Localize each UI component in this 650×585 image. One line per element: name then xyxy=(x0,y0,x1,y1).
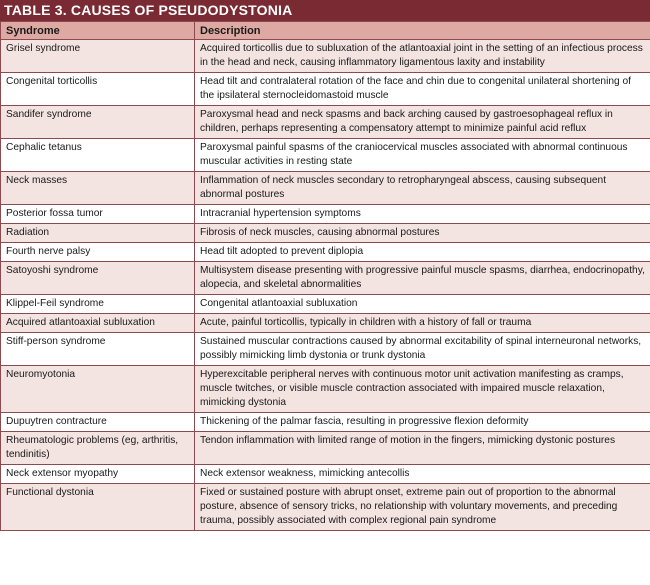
table-title: TABLE 3. CAUSES OF PSEUDODYSTONIA xyxy=(0,0,650,21)
description-cell: Acute, painful torticollis, typically in children with a history of fall or trauma xyxy=(195,314,650,333)
table-row xyxy=(1,333,650,366)
syndrome-cell: Neck extensor myopathy xyxy=(1,465,195,484)
syndrome-cell: Radiation xyxy=(1,224,195,243)
syndrome-cell: Acquired atlantoaxial subluxation xyxy=(1,314,195,333)
table-row xyxy=(1,262,650,295)
syndrome-cell: Grisel syndrome xyxy=(1,40,195,73)
table-row xyxy=(1,484,650,531)
syndrome-cell: Rheumatologic problems (eg, arthritis, tendinitis) xyxy=(1,432,195,465)
table-row xyxy=(1,295,650,314)
table-row xyxy=(1,40,650,73)
table-row xyxy=(1,413,650,432)
description-cell: Hyperexcitable peripheral nerves with continuous motor unit activation manifesting as cramps, muscle twitches, or visible muscle contraction associated with impaired muscle relaxation, mimicking dystonia xyxy=(195,366,650,413)
description-cell: Fixed or sustained posture with abrupt onset, extreme pain out of proportion to the abnormal posture, absence of sensory tricks, no relationship with voluntary movements, and preceding trauma, possibly associated with complex regional pain syndrome xyxy=(195,484,650,531)
table-row xyxy=(1,366,650,413)
description-cell: Head tilt adopted to prevent diplopia xyxy=(195,243,650,262)
syndrome-cell: Neck masses xyxy=(1,172,195,205)
table-row xyxy=(1,205,650,224)
syndrome-cell: Dupuytren contracture xyxy=(1,413,195,432)
syndrome-cell: Posterior fossa tumor xyxy=(1,205,195,224)
description-cell: Sustained muscular contractions caused by abnormal excitability of spinal interneuronal networks, possibly mimicking limb dystonia or trunk dystonia xyxy=(195,333,650,366)
table-row xyxy=(1,243,650,262)
description-cell: Thickening of the palmar fascia, resulting in progressive flexion deformity xyxy=(195,413,650,432)
description-cell: Multisystem disease presenting with progressive painful muscle spasms, diarrhea, endocrinopathy, alopecia, and skeletal abnormalities xyxy=(195,262,650,295)
syndrome-cell: Neuromyotonia xyxy=(1,366,195,413)
header-row xyxy=(1,22,650,40)
table-row xyxy=(1,432,650,465)
header-syndrome: Syndrome xyxy=(1,22,195,40)
table-body xyxy=(1,40,650,531)
description-cell: Congenital atlantoaxial subluxation xyxy=(195,295,650,314)
syndrome-cell: Satoyoshi syndrome xyxy=(1,262,195,295)
table-row xyxy=(1,172,650,205)
syndrome-cell: Klippel-Feil syndrome xyxy=(1,295,195,314)
table-row xyxy=(1,139,650,172)
description-cell: Acquired torticollis due to subluxation of the atlantoaxial joint in the setting of an infectious process in the head and neck, causing inflammatory ligamentous laxity and instability xyxy=(195,40,650,73)
table-row xyxy=(1,224,650,243)
description-cell: Paroxysmal painful spasms of the craniocervical muscles associated with abnormal continuous muscular activities in resting state xyxy=(195,139,650,172)
description-cell: Neck extensor weakness, mimicking antecollis xyxy=(195,465,650,484)
syndrome-cell: Sandifer syndrome xyxy=(1,106,195,139)
description-cell: Fibrosis of neck muscles, causing abnormal postures xyxy=(195,224,650,243)
table-row xyxy=(1,314,650,333)
syndrome-cell: Cephalic tetanus xyxy=(1,139,195,172)
syndrome-cell: Fourth nerve palsy xyxy=(1,243,195,262)
table-row xyxy=(1,465,650,484)
table-row xyxy=(1,106,650,139)
description-cell: Intracranial hypertension symptoms xyxy=(195,205,650,224)
syndrome-cell: Functional dystonia xyxy=(1,484,195,531)
syndrome-cell: Congenital torticollis xyxy=(1,73,195,106)
syndrome-cell: Stiff-person syndrome xyxy=(1,333,195,366)
description-cell: Tendon inflammation with limited range of motion in the fingers, mimicking dystonic postures xyxy=(195,432,650,465)
causes-table xyxy=(0,21,650,531)
description-cell: Inflammation of neck muscles secondary to retropharyngeal abscess, causing subsequent abnormal postures xyxy=(195,172,650,205)
description-cell: Paroxysmal head and neck spasms and back arching caused by gastroesophageal reflux in children, perhaps representing a compensatory attempt to minimize painful acid reflux xyxy=(195,106,650,139)
table-row xyxy=(1,73,650,106)
header-description: Description xyxy=(195,22,650,40)
description-cell: Head tilt and contralateral rotation of the face and chin due to congenital unilateral shortening of the ipsilateral sternocleidomastoid muscle xyxy=(195,73,650,106)
